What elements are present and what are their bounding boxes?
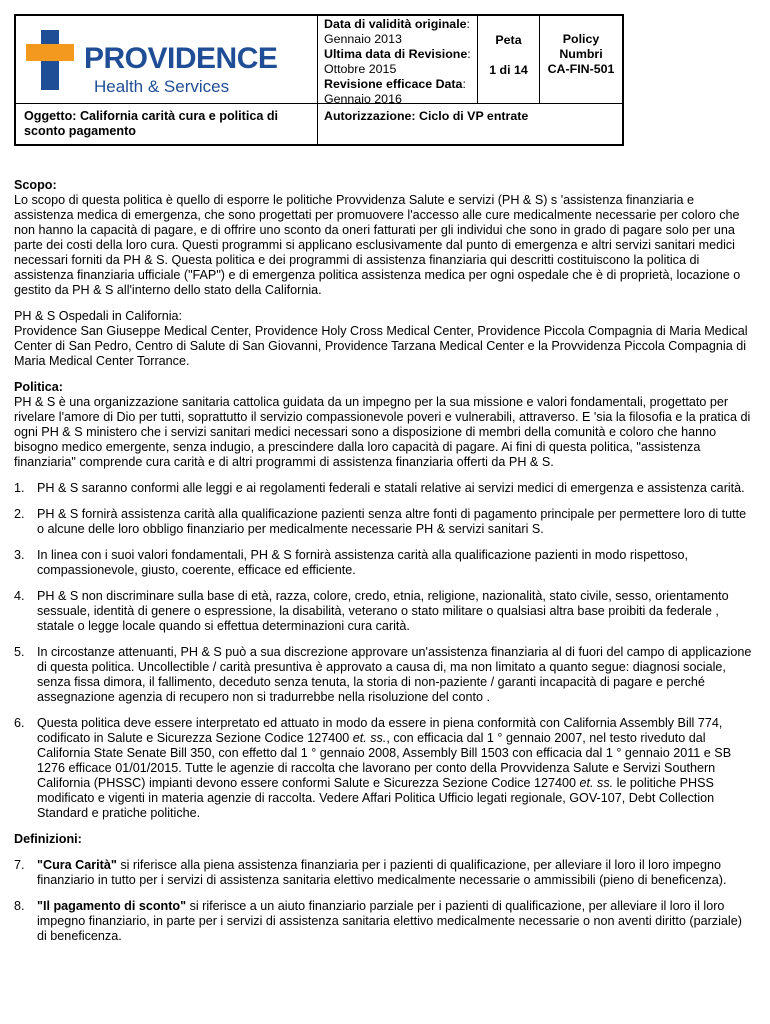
list-number: 5.	[14, 645, 25, 659]
definition-item	[14, 858, 754, 888]
scope-heading: Scopo:	[14, 178, 57, 192]
list-number: 8.	[14, 899, 25, 913]
list-text	[37, 716, 754, 821]
policy-section	[14, 380, 754, 470]
revision-date-value: Ottobre 2015	[324, 62, 397, 76]
dates-cell: Data di validità originale: Gennaio 2013 Ultima data di Revisione: Ottobre 2015 Revisione efficace Data: Gennaio 2016	[318, 16, 478, 104]
list-text: In linea con i suoi valori fondamentali, PH & S fornirà assistenza carità alla qualificazione pazienti in modo rispettoso, compassionevole, giusto, coerente, efficace ed efficiente.	[37, 548, 689, 577]
list-number: 6.	[14, 716, 25, 730]
list-text: PH & S saranno conformi alle leggi e ai regolamenti federali e statali relative ai servizi medici di emergenza e assistenza carità.	[37, 481, 745, 495]
page-label: Peta	[495, 33, 522, 47]
effective-date-value: Gennaio 2016	[324, 92, 402, 106]
scope-section	[14, 178, 754, 298]
definition-body: si riferisce alla piena assistenza finanziaria per i pazienti di qualificazione, per alleviare il loro il loro impegno finanziario in tutto per i servizi di assistenza sanitaria elettivo medicalmente necessarie o ammissibili (pieno di beneficenza).	[37, 858, 727, 887]
list-number: 2.	[14, 507, 25, 521]
list-number: 7.	[14, 858, 25, 872]
page-cell	[478, 16, 540, 104]
definition-text	[37, 858, 754, 888]
list-item	[14, 645, 754, 705]
effective-date-label: Revisione efficace Data	[324, 77, 463, 91]
definition-term: "Il pagamento di sconto"	[37, 899, 187, 913]
definition-term: "Cura Carità"	[37, 858, 117, 872]
policy-label-1: Policy	[562, 32, 600, 46]
policy-number: CA-FIN-501	[547, 62, 615, 76]
header-table	[14, 14, 624, 146]
list-item	[14, 507, 754, 537]
definition-body: si riferisce a un aiuto finanziario parziale per i pazienti di qualificazione, per alleviare il loro il loro impegno finanziario, in parte per i servizi di assistenza sanitaria elettivo medicalmente necessarie o non aventi diritto (parziale) di beneficenza.	[37, 899, 742, 943]
item6-part1: Questa politica deve essere interpretato ed attuato in modo da essere in piena conformità con California Assembly Bill 774, codificato in Salute e Sicurezza Sezione Codice 127400	[37, 716, 723, 745]
original-date-value: Gennaio 2013	[324, 32, 402, 46]
scope-text: Lo scopo di questa politica è quello di esporre le politiche Provvidenza Salute e servizi (PH & S) s 'assistenza finanziaria e assistenza medica di emergenza, che sono progettati per promuovere l'accesso alle cure medicalmente necessarie per coloro che non hanno la capacità di pagare, e di offrire uno sconto da oneri fatturati per gli individui che sono in grado di pagare solo per una parte dei costi della loro cura. Questi programmi si applicano esclusivamente dal punto di emergenza e altri servizi sanitari medici necessari forniti da PH & S. Questa politica e dei programmi di assistenza finanziaria qui descritti costituiscono la politica di assistenza finanziaria ufficiale ("FAP") e di emergenza politica assistenza medica per ogni ospedale che è di proprietà, locazione o gestito da PH & S all'interno dello stato della California.	[14, 193, 741, 297]
revision-date-label: Ultima data di Revisione	[324, 47, 468, 61]
hospitals-text: Providence San Giuseppe Medical Center, Providence Holy Cross Medical Center, Providence Piccola Compagnia di Maria Medical Center di San Pedro, Centro di Salute di San Giovanni, Providence Tarzana Medical Center e la Provvidenza Piccola Compagnia di Maria Medical Center Torrance.	[14, 324, 748, 368]
policy-label-2: Numbri	[559, 47, 603, 61]
hospitals-section	[14, 309, 754, 369]
item6-part3: le politiche PHSS modificato e vigenti in materia agenzie di raccolta. Vedere Affari Politica Ufficio legati regionale, GOV-107, Debt Collection Standard e pratiche politiche.	[37, 776, 715, 820]
list-item	[14, 716, 754, 821]
list-number: 1.	[14, 481, 25, 495]
page-number: 1 di 14	[489, 63, 528, 77]
policy-number-cell	[540, 16, 622, 104]
hospitals-heading: PH & S Ospedali in California:	[14, 309, 182, 323]
document-body	[14, 178, 754, 955]
item6-et-ss-2: et. ss.	[579, 776, 614, 790]
policy-heading: Politica:	[14, 380, 63, 394]
definitions-heading: Definizioni:	[14, 832, 82, 846]
logo-cell	[16, 16, 318, 104]
cross-icon	[26, 30, 76, 90]
list-text: In circostanze attenuanti, PH & S può a sua discrezione approvare un'assistenza finanziaria al di fuori del campo di applicazione di questa politica. Uncollectible / carità presuntiva è approvato a causa di, ma non limitato a quanto segue: diagnosi sociale, senza fissa dimora, il fallimento, deceduto senza tenuta, la storia di non-paziente / garanti incapacità di pagare e perché assegnazione agenzia di recupero non si tradurrebbe nella risoluzione del conto .	[37, 645, 752, 704]
list-number: 4.	[14, 589, 25, 603]
original-date-label: Data di validità originale	[324, 17, 467, 31]
logo-subtitle: Health & Services	[94, 77, 230, 96]
subject-cell: Oggetto: California carità cura e politica di sconto pagamento	[16, 104, 318, 144]
policy-text: PH & S è una organizzazione sanitaria cattolica guidata da un impegno per la sua missione e valori fondamentali, progettato per rivelare l'amore di Dio per tutti, soprattutto il servizio compassionevole poveri e vulnerabili, attraverso. E 'sia la filosofia e la pratica di ogni PH & S ministero che i servizi sanitari medici necessari sono a disposizione di membri della comunità e coloro che hanno bisogno medico emergente, senza indugio, a prescindere dalla loro capacità di pagare. Ai fini di questa politica, "assistenza finanziaria" comprende cura carità e di altri programmi di assistenza finanziaria offerti da PH & S.	[14, 395, 751, 469]
definition-text	[37, 899, 754, 944]
list-item	[14, 589, 754, 634]
item6-et-ss-1: et. ss.	[352, 731, 387, 745]
list-item	[14, 481, 754, 496]
list-item	[14, 548, 754, 578]
list-number: 3.	[14, 548, 25, 562]
authorization-cell: Autorizzazione: Ciclo di VP entrate	[324, 109, 529, 123]
item6-part2: , con efficacia dal 1 ° gennaio 2007, nel testo riveduto dal California State Senate Bill 350, con effetto dal 1 ° gennaio 2008, Assembly Bill 1503 con efficacia dal 1 ° gennaio 2011 e SB 1276 efficace 01/01/2015. Tutte le agenzie di raccolta che lavorano per conto della Provvidenza Salute e Servizi Southern California (PHSSC) impianti devono essere conformi Salute e Sicurezza Sezione Codice 127400	[37, 731, 732, 790]
logo-brand-text: PROVIDENCE	[84, 42, 278, 75]
list-text: PH & S non discriminare sulla base di età, razza, colore, credo, etnia, religione, nazionalità, stato civile, sesso, orientamento sessuale, identità di genere o espressione, la disabilità, veterano o stato militare o qualsiasi altra base proibiti da federale , statale o legge locale quando si effettua determinazioni cura carità.	[37, 589, 729, 633]
definitions-section	[14, 832, 754, 847]
list-text: PH & S fornirà assistenza carità alla qualificazione pazienti senza altre fonti di pagamento principale per permettere loro di tutte o alcune delle loro obbligo finanziario per medicalmente necessarie PH & servizi sanitari S.	[37, 507, 747, 536]
definition-item	[14, 899, 754, 944]
providence-logo	[26, 30, 316, 96]
